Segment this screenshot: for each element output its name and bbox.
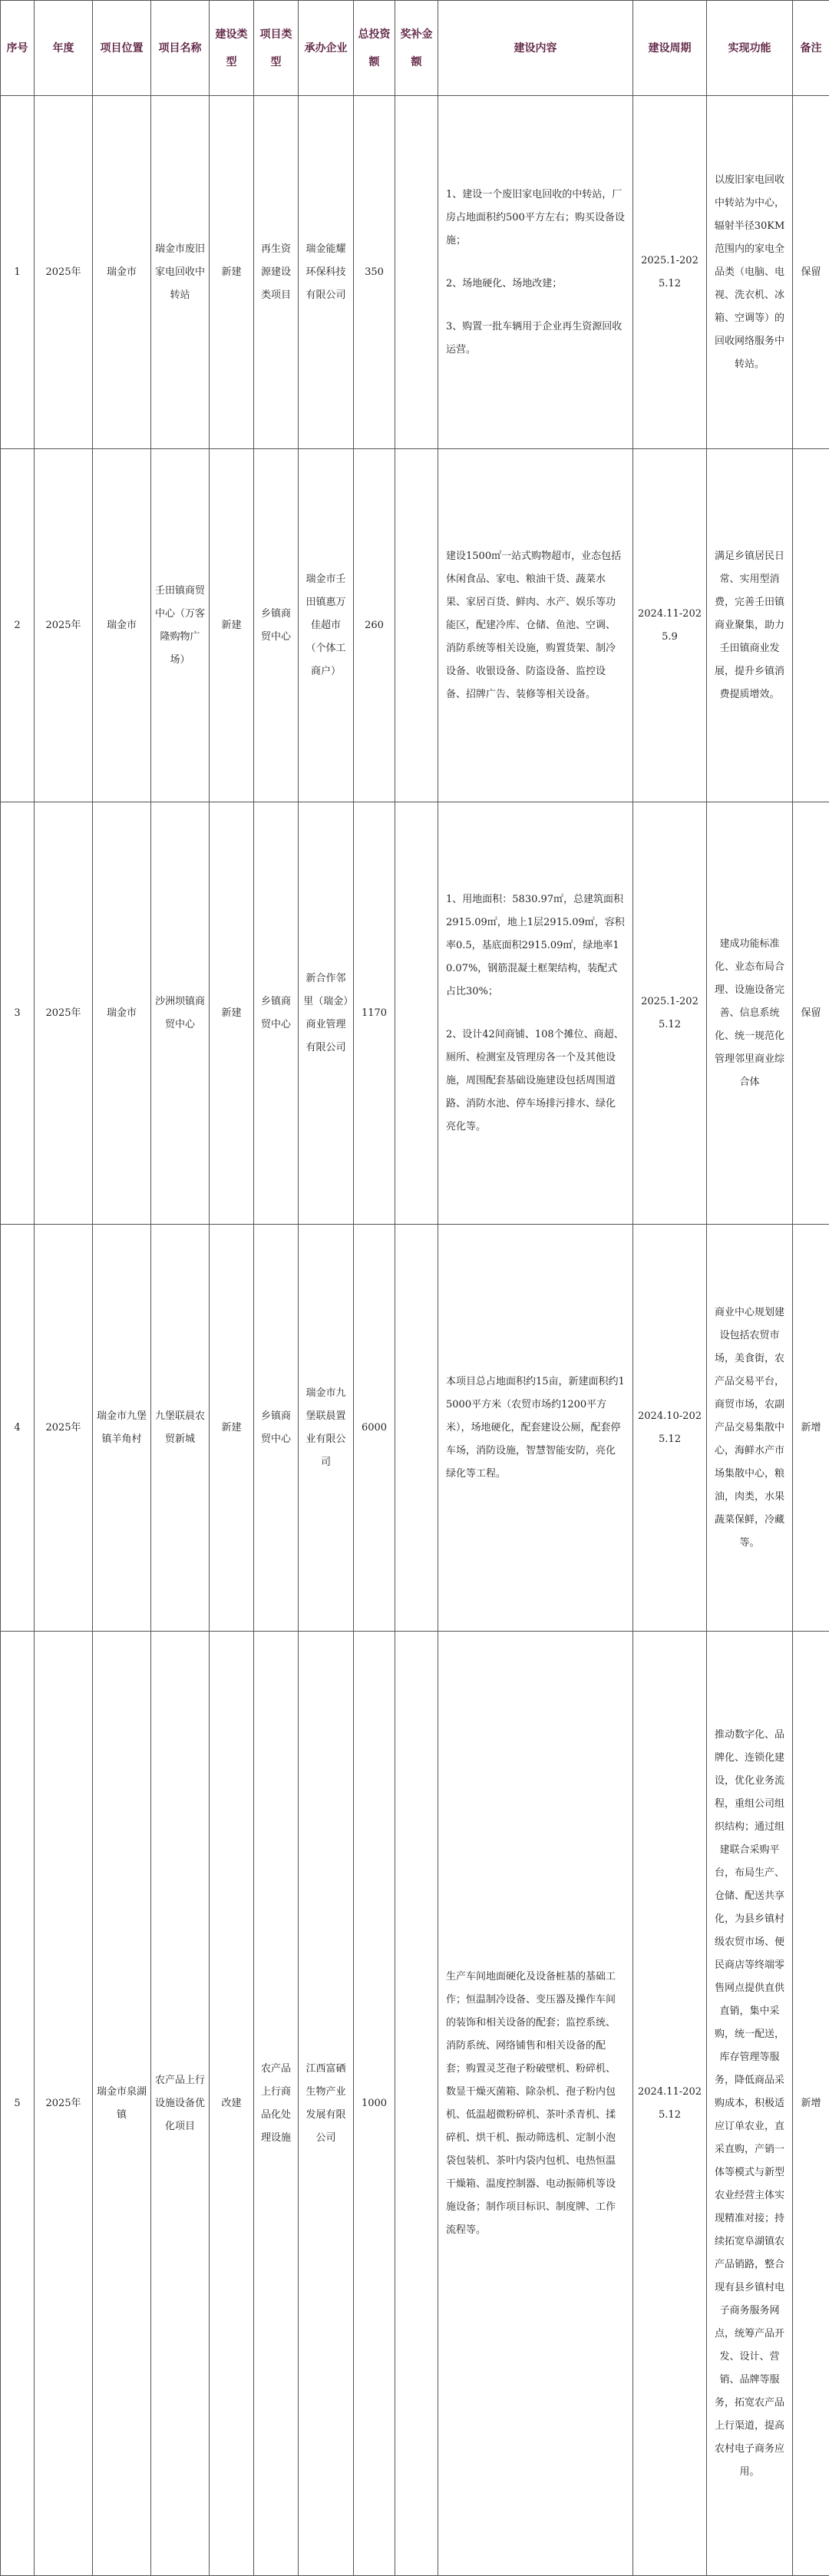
table-header-row — [1, 1, 829, 96]
content-paragraph: 本项目总占地面积约15亩，新建面积约15000平方米（农贸市场约1200平方米），场地硬化，配套建设公厕，配套停车场，消防设施，智慧智能安防，亮化绿化等工程。 — [446, 1371, 625, 1486]
cell-name: 沙洲坝镇商贸中心 — [151, 802, 210, 1225]
table-row — [1, 1632, 829, 2576]
cell-function: 建成功能标准化、业态布局合理、设施设备完善、信息系统化、统一规范化管理邻里商业综合体 — [707, 802, 793, 1225]
cell-project-type: 乡镇商贸中心 — [254, 449, 299, 802]
header-location: 项目位置 — [93, 1, 151, 96]
cell-company: 瑞金能耀环保科技有限公司 — [299, 96, 354, 449]
header-company: 承办企业 — [299, 1, 354, 96]
content-paragraph: 建设1500㎡一站式购物超市，业态包括休闲食品、家电、粮油干货、蔬菜水果、家居百货、鲜肉、水产、娱乐等功能区，配建冷库、仓储、鱼池、空调、消防系统等相关设施，购置货架、制冷设备、收银设备、防盗设备、监控设备、招牌广告、装修等相关设备。 — [446, 545, 625, 706]
cell-year: 2025年 — [35, 802, 93, 1225]
cell-subsidy — [395, 96, 438, 449]
content-paragraph: 生产车间地面硬化及设备桩基的基础工作；恒温制冷设备、变压器及操作车间的装饰和相关设备的配套；监控系统、消防系统、网络铺售和相关设备的配套；购置灵芝孢子粉破壁机、粉碎机、数显干燥灭菌箱、除杂机、孢子粉内包机、低温超微粉碎机、茶叶杀青机、揉碎机、烘干机、振动筛选机、定制小泡袋包装机、茶叶内袋内包机、电热恒温干燥箱、温度控制器、电动振筛机等设施设备；制作项目标识、制度牌、工作流程等。 — [446, 1966, 625, 2242]
cell-investment: 6000 — [354, 1225, 395, 1632]
cell-subsidy — [395, 1632, 438, 2576]
table-row — [1, 96, 829, 449]
cell-build-type: 新建 — [210, 449, 254, 802]
cell-subsidy — [395, 802, 438, 1225]
cell-location: 瑞金市九堡镇羊角村 — [93, 1225, 151, 1632]
cell-name: 壬田镇商贸中心（万客隆购物广场） — [151, 449, 210, 802]
header-project-type: 项目类型 — [254, 1, 299, 96]
cell-seq: 3 — [1, 802, 35, 1225]
cell-year: 2025年 — [35, 96, 93, 449]
cell-year: 2025年 — [35, 1632, 93, 2576]
cell-content — [438, 1225, 633, 1632]
header-name: 项目名称 — [151, 1, 210, 96]
cell-location: 瑞金市 — [93, 802, 151, 1225]
cell-project-type: 乡镇商贸中心 — [254, 1225, 299, 1632]
header-content: 建设内容 — [438, 1, 633, 96]
cell-build-type: 新建 — [210, 96, 254, 449]
table-row — [1, 802, 829, 1225]
cell-name: 瑞金市废旧家电回收中转站 — [151, 96, 210, 449]
cell-content — [438, 1632, 633, 2576]
cell-content — [438, 449, 633, 802]
cell-function: 推动数字化、品牌化、连锁化建设，优化业务流程，重组公司组织结构；通过组建联合采购平台，布局生产、仓储、配送共享化，为县乡镇村级农贸市场、便民商店等终端零售网点提供直供直销，集中采购，统一配送，库存管理等服务，降低商品采购成本，积极适应订单农业，直采直购，产销一体等模式与新型农业经营主体实现精准对接；持续拓宽阜湖镇农产品销路，整合现有县乡镇村电子商务服务网点，统筹产品开发、设计、营销、品牌等服务，拓宽农产品上行渠道，提高农村电子商务应用。 — [707, 1632, 793, 2576]
cell-location: 瑞金市 — [93, 96, 151, 449]
content-paragraph: 2、场地硬化、场地改建； — [446, 273, 625, 296]
cell-period: 2024.11-2025.12 — [633, 1632, 707, 2576]
cell-function: 满足乡镇居民日常、实用型消费，完善壬田镇商业聚集，助力壬田镇商业发展，提升乡镇消费提质增效。 — [707, 449, 793, 802]
cell-note: 保留 — [793, 802, 829, 1225]
cell-note — [793, 449, 829, 802]
cell-note: 新增 — [793, 1225, 829, 1632]
cell-location: 瑞金市 — [93, 449, 151, 802]
cell-project-type: 乡镇商贸中心 — [254, 802, 299, 1225]
cell-seq: 5 — [1, 1632, 35, 2576]
cell-period: 2025.1-2025.12 — [633, 802, 707, 1225]
table-row — [1, 1225, 829, 1632]
cell-company: 瑞金市九堡联晨置业有限公司 — [299, 1225, 354, 1632]
cell-function: 商业中心规划建设包括农贸市场，美食街，农产品交易平台，商贸市场，农副产品交易集散中心，海鲜水产市场集散中心，粮油，肉类，水果蔬菜保鲜，冷藏等。 — [707, 1225, 793, 1632]
table-row — [1, 449, 829, 802]
cell-investment: 350 — [354, 96, 395, 449]
cell-company: 瑞金市壬田镇惠万佳超市（个体工商户） — [299, 449, 354, 802]
cell-seq: 4 — [1, 1225, 35, 1632]
cell-company: 江西富硒生物产业发展有限公司 — [299, 1632, 354, 2576]
cell-project-type: 农产品上行商品化处理设施 — [254, 1632, 299, 2576]
cell-note: 保留 — [793, 96, 829, 449]
content-paragraph: 1、用地面积：5830.97㎡，总建筑面积2915.09㎡，地上1层2915.09㎡，容积率0.5，基底面积2915.09㎡，绿地率10.07%，钢筋混凝土框架结构，装配式占比30%； — [446, 888, 625, 1004]
cell-function: 以废旧家电回收中转站为中心，辐射半径30KM范围内的家电全品类（电脑、电视、洗衣机、冰箱、空调等）的回收网络服务中转站。 — [707, 96, 793, 449]
cell-subsidy — [395, 1225, 438, 1632]
cell-seq: 1 — [1, 96, 35, 449]
cell-subsidy — [395, 449, 438, 802]
cell-build-type: 改建 — [210, 1632, 254, 2576]
content-paragraph: 3、购置一批车辆用于企业再生资源回收运营。 — [446, 316, 625, 362]
cell-company: 新合作邻里（瑞金）商业管理有限公司 — [299, 802, 354, 1225]
header-seq: 序号 — [1, 1, 35, 96]
header-note: 备注 — [793, 1, 829, 96]
cell-name: 农产品上行设施设备优化项目 — [151, 1632, 210, 2576]
header-investment: 总投资额 — [354, 1, 395, 96]
cell-note: 新增 — [793, 1632, 829, 2576]
cell-investment: 1000 — [354, 1632, 395, 2576]
cell-seq: 2 — [1, 449, 35, 802]
cell-year: 2025年 — [35, 449, 93, 802]
header-period: 建设周期 — [633, 1, 707, 96]
content-paragraph: 2、设计42间商铺、108个摊位、商超、厕所、检测室及管理房各一个及其他设施，周围配套基础设施建设包括周围道路、消防水池、停车场排污排水、绿化亮化等。 — [446, 1023, 625, 1139]
content-paragraph: 1、建设一个废旧家电回收的中转站，厂房占地面积约500平方左右；购买设备设施； — [446, 184, 625, 253]
cell-year: 2025年 — [35, 1225, 93, 1632]
cell-period: 2025.1-2025.12 — [633, 96, 707, 449]
cell-period: 2024.10-2025.12 — [633, 1225, 707, 1632]
header-build-type: 建设类型 — [210, 1, 254, 96]
cell-project-type: 再生资源建设类项目 — [254, 96, 299, 449]
cell-investment: 1170 — [354, 802, 395, 1225]
header-function: 实现功能 — [707, 1, 793, 96]
cell-build-type: 新建 — [210, 802, 254, 1225]
cell-period: 2024.11-2025.9 — [633, 449, 707, 802]
cell-location: 瑞金市泉湖镇 — [93, 1632, 151, 2576]
cell-content — [438, 802, 633, 1225]
cell-investment: 260 — [354, 449, 395, 802]
cell-build-type: 新建 — [210, 1225, 254, 1632]
cell-content — [438, 96, 633, 449]
header-year: 年度 — [35, 1, 93, 96]
cell-name: 九堡联晨农贸新城 — [151, 1225, 210, 1632]
header-subsidy: 奖补金额 — [395, 1, 438, 96]
